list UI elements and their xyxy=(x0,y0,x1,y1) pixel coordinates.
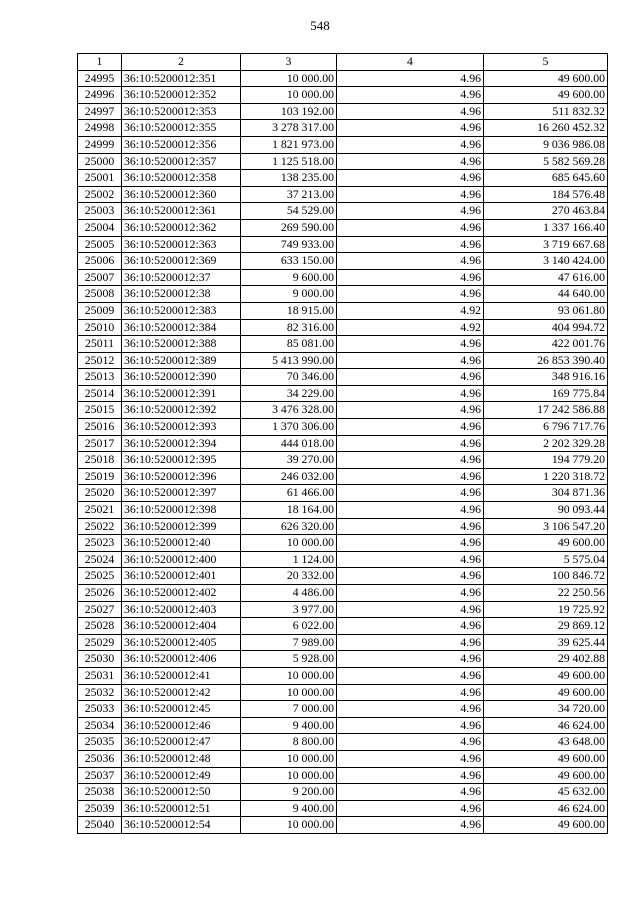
area-cell: 138 235.00 xyxy=(241,170,337,187)
area-cell: 1 125 518.00 xyxy=(241,153,337,170)
row-number-cell: 25032 xyxy=(78,684,122,701)
rate-cell: 4.96 xyxy=(337,667,484,684)
cadastral-number-cell: 36:10:5200012:47 xyxy=(122,734,241,751)
value-cell: 194 779.20 xyxy=(484,452,608,469)
rate-cell: 4.96 xyxy=(337,568,484,585)
rate-cell: 4.96 xyxy=(337,103,484,120)
area-cell: 3 278 317.00 xyxy=(241,120,337,137)
row-number-cell: 25036 xyxy=(78,750,122,767)
table-row xyxy=(78,767,608,784)
area-cell: 3 476 328.00 xyxy=(241,402,337,419)
row-number-cell: 25026 xyxy=(78,585,122,602)
value-cell: 2 202 329.28 xyxy=(484,435,608,452)
value-cell: 169 775.84 xyxy=(484,385,608,402)
rate-cell: 4.96 xyxy=(337,701,484,718)
column-header-5: 5 xyxy=(484,54,608,71)
table-row xyxy=(78,601,608,618)
cadastral-number-cell: 36:10:5200012:352 xyxy=(122,87,241,104)
row-number-cell: 24996 xyxy=(78,87,122,104)
row-number-cell: 25008 xyxy=(78,286,122,303)
area-cell: 20 332.00 xyxy=(241,568,337,585)
cadastral-number-cell: 36:10:5200012:398 xyxy=(122,502,241,519)
value-cell: 49 600.00 xyxy=(484,87,608,104)
table-row xyxy=(78,568,608,585)
rate-cell: 4.96 xyxy=(337,385,484,402)
area-cell: 444 018.00 xyxy=(241,435,337,452)
cadastral-number-cell: 36:10:5200012:406 xyxy=(122,651,241,668)
rate-cell: 4.96 xyxy=(337,452,484,469)
row-number-cell: 25011 xyxy=(78,336,122,353)
value-cell: 49 600.00 xyxy=(484,70,608,87)
value-cell: 184 576.48 xyxy=(484,186,608,203)
rate-cell: 4.96 xyxy=(337,120,484,137)
table-row xyxy=(78,435,608,452)
value-cell: 34 720.00 xyxy=(484,701,608,718)
cadastral-number-cell: 36:10:5200012:358 xyxy=(122,170,241,187)
table-row xyxy=(78,634,608,651)
row-number-cell: 25030 xyxy=(78,651,122,668)
row-number-cell: 25007 xyxy=(78,269,122,286)
rate-cell: 4.96 xyxy=(337,750,484,767)
cadastral-number-cell: 36:10:5200012:396 xyxy=(122,468,241,485)
table-row xyxy=(78,402,608,419)
table-row xyxy=(78,203,608,220)
column-header-3: 3 xyxy=(241,54,337,71)
table-row xyxy=(78,87,608,104)
table-row xyxy=(78,618,608,635)
cadastral-number-cell: 36:10:5200012:363 xyxy=(122,236,241,253)
table-row xyxy=(78,468,608,485)
table-row xyxy=(78,419,608,436)
row-number-cell: 25000 xyxy=(78,153,122,170)
value-cell: 5 582 569.28 xyxy=(484,153,608,170)
value-cell: 93 061.80 xyxy=(484,302,608,319)
table-row xyxy=(78,551,608,568)
row-number-cell: 25022 xyxy=(78,518,122,535)
value-cell: 29 869.12 xyxy=(484,618,608,635)
row-number-cell: 25031 xyxy=(78,667,122,684)
rate-cell: 4.96 xyxy=(337,817,484,834)
rate-cell: 4.96 xyxy=(337,402,484,419)
area-cell: 8 800.00 xyxy=(241,734,337,751)
table-row xyxy=(78,701,608,718)
row-number-cell: 25013 xyxy=(78,369,122,386)
table-row xyxy=(78,518,608,535)
rate-cell: 4.96 xyxy=(337,551,484,568)
area-cell: 103 192.00 xyxy=(241,103,337,120)
table-row xyxy=(78,286,608,303)
area-cell: 37 213.00 xyxy=(241,186,337,203)
header-row xyxy=(78,54,608,71)
value-cell: 6 796 717.76 xyxy=(484,419,608,436)
table-row xyxy=(78,170,608,187)
cadastral-number-cell: 36:10:5200012:390 xyxy=(122,369,241,386)
rate-cell: 4.96 xyxy=(337,170,484,187)
cadastral-number-cell: 36:10:5200012:40 xyxy=(122,535,241,552)
area-cell: 10 000.00 xyxy=(241,70,337,87)
table-row xyxy=(78,136,608,153)
value-cell: 49 600.00 xyxy=(484,817,608,834)
table-row xyxy=(78,369,608,386)
cadastral-number-cell: 36:10:5200012:54 xyxy=(122,817,241,834)
value-cell: 47 616.00 xyxy=(484,269,608,286)
row-number-cell: 25019 xyxy=(78,468,122,485)
table-row xyxy=(78,120,608,137)
cadastral-number-cell: 36:10:5200012:389 xyxy=(122,352,241,369)
cadastral-number-cell: 36:10:5200012:402 xyxy=(122,585,241,602)
row-number-cell: 25033 xyxy=(78,701,122,718)
value-cell: 46 624.00 xyxy=(484,717,608,734)
rate-cell: 4.96 xyxy=(337,203,484,220)
cadastral-number-cell: 36:10:5200012:405 xyxy=(122,634,241,651)
row-number-cell: 25035 xyxy=(78,734,122,751)
table-row xyxy=(78,253,608,270)
row-number-cell: 24995 xyxy=(78,70,122,87)
table-row xyxy=(78,651,608,668)
rate-cell: 4.96 xyxy=(337,352,484,369)
cadastral-number-cell: 36:10:5200012:50 xyxy=(122,784,241,801)
cadastral-number-cell: 36:10:5200012:357 xyxy=(122,153,241,170)
cadastral-number-cell: 36:10:5200012:48 xyxy=(122,750,241,767)
value-cell: 1 220 318.72 xyxy=(484,468,608,485)
rate-cell: 4.96 xyxy=(337,186,484,203)
row-number-cell: 25001 xyxy=(78,170,122,187)
rate-cell: 4.96 xyxy=(337,419,484,436)
rate-cell: 4.96 xyxy=(337,784,484,801)
value-cell: 46 624.00 xyxy=(484,800,608,817)
area-cell: 4 486.00 xyxy=(241,585,337,602)
row-number-cell: 25010 xyxy=(78,319,122,336)
area-cell: 3 977.00 xyxy=(241,601,337,618)
value-cell: 5 575.04 xyxy=(484,551,608,568)
rate-cell: 4.96 xyxy=(337,717,484,734)
cadastral-number-cell: 36:10:5200012:401 xyxy=(122,568,241,585)
table-row xyxy=(78,302,608,319)
value-cell: 49 600.00 xyxy=(484,767,608,784)
area-cell: 61 466.00 xyxy=(241,485,337,502)
value-cell: 22 250.56 xyxy=(484,585,608,602)
area-cell: 54 529.00 xyxy=(241,203,337,220)
rate-cell: 4.96 xyxy=(337,767,484,784)
area-cell: 749 933.00 xyxy=(241,236,337,253)
cadastral-number-cell: 36:10:5200012:355 xyxy=(122,120,241,137)
row-number-cell: 25034 xyxy=(78,717,122,734)
value-cell: 348 916.16 xyxy=(484,369,608,386)
cadastral-number-cell: 36:10:5200012:41 xyxy=(122,667,241,684)
cadastral-number-cell: 36:10:5200012:397 xyxy=(122,485,241,502)
rate-cell: 4.96 xyxy=(337,468,484,485)
value-cell: 49 600.00 xyxy=(484,535,608,552)
table-row xyxy=(78,70,608,87)
row-number-cell: 25020 xyxy=(78,485,122,502)
rate-cell: 4.96 xyxy=(337,502,484,519)
table-row xyxy=(78,502,608,519)
cadastral-number-cell: 36:10:5200012:395 xyxy=(122,452,241,469)
value-cell: 685 645.60 xyxy=(484,170,608,187)
value-cell: 19 725.92 xyxy=(484,601,608,618)
table-row xyxy=(78,750,608,767)
area-cell: 1 370 306.00 xyxy=(241,419,337,436)
area-cell: 269 590.00 xyxy=(241,219,337,236)
area-cell: 10 000.00 xyxy=(241,87,337,104)
area-cell: 7 000.00 xyxy=(241,701,337,718)
row-number-cell: 25016 xyxy=(78,419,122,436)
row-number-cell: 25003 xyxy=(78,203,122,220)
rate-cell: 4.96 xyxy=(337,70,484,87)
table-row xyxy=(78,236,608,253)
cadastral-number-cell: 36:10:5200012:49 xyxy=(122,767,241,784)
area-cell: 10 000.00 xyxy=(241,767,337,784)
cadastral-number-cell: 36:10:5200012:392 xyxy=(122,402,241,419)
cadastral-number-cell: 36:10:5200012:369 xyxy=(122,253,241,270)
area-cell: 9 400.00 xyxy=(241,800,337,817)
value-cell: 16 260 452.32 xyxy=(484,120,608,137)
table-row xyxy=(78,817,608,834)
cadastral-number-cell: 36:10:5200012:356 xyxy=(122,136,241,153)
value-cell: 49 600.00 xyxy=(484,667,608,684)
table-row xyxy=(78,800,608,817)
rate-cell: 4.96 xyxy=(337,369,484,386)
rate-cell: 4.96 xyxy=(337,435,484,452)
row-number-cell: 25015 xyxy=(78,402,122,419)
area-cell: 246 032.00 xyxy=(241,468,337,485)
table-row xyxy=(78,352,608,369)
table-row xyxy=(78,585,608,602)
value-cell: 29 402.88 xyxy=(484,651,608,668)
column-header-4: 4 xyxy=(337,54,484,71)
row-number-cell: 25017 xyxy=(78,435,122,452)
area-cell: 82 316.00 xyxy=(241,319,337,336)
cadastral-number-cell: 36:10:5200012:362 xyxy=(122,219,241,236)
row-number-cell: 25029 xyxy=(78,634,122,651)
cadastral-table xyxy=(77,53,608,834)
cadastral-number-cell: 36:10:5200012:351 xyxy=(122,70,241,87)
value-cell: 39 625.44 xyxy=(484,634,608,651)
cadastral-number-cell: 36:10:5200012:400 xyxy=(122,551,241,568)
cadastral-number-cell: 36:10:5200012:38 xyxy=(122,286,241,303)
row-number-cell: 25005 xyxy=(78,236,122,253)
cadastral-number-cell: 36:10:5200012:361 xyxy=(122,203,241,220)
cadastral-number-cell: 36:10:5200012:393 xyxy=(122,419,241,436)
cadastral-number-cell: 36:10:5200012:37 xyxy=(122,269,241,286)
value-cell: 17 242 586.88 xyxy=(484,402,608,419)
value-cell: 304 871.36 xyxy=(484,485,608,502)
row-number-cell: 25028 xyxy=(78,618,122,635)
value-cell: 26 853 390.40 xyxy=(484,352,608,369)
row-number-cell: 24999 xyxy=(78,136,122,153)
rate-cell: 4.96 xyxy=(337,800,484,817)
area-cell: 9 000.00 xyxy=(241,286,337,303)
rate-cell: 4.96 xyxy=(337,286,484,303)
value-cell: 3 106 547.20 xyxy=(484,518,608,535)
rate-cell: 4.92 xyxy=(337,319,484,336)
table-row xyxy=(78,153,608,170)
rate-cell: 4.96 xyxy=(337,269,484,286)
rate-cell: 4.96 xyxy=(337,651,484,668)
cadastral-number-cell: 36:10:5200012:404 xyxy=(122,618,241,635)
value-cell: 270 463.84 xyxy=(484,203,608,220)
column-header-1: 1 xyxy=(78,54,122,71)
table-row xyxy=(78,667,608,684)
row-number-cell: 25025 xyxy=(78,568,122,585)
row-number-cell: 25038 xyxy=(78,784,122,801)
table-row xyxy=(78,485,608,502)
table-row xyxy=(78,717,608,734)
table-row xyxy=(78,535,608,552)
table-row xyxy=(78,269,608,286)
row-number-cell: 25014 xyxy=(78,385,122,402)
area-cell: 10 000.00 xyxy=(241,817,337,834)
area-cell: 85 081.00 xyxy=(241,336,337,353)
cadastral-number-cell: 36:10:5200012:42 xyxy=(122,684,241,701)
rate-cell: 4.96 xyxy=(337,336,484,353)
table-row xyxy=(78,186,608,203)
table-row xyxy=(78,452,608,469)
value-cell: 3 719 667.68 xyxy=(484,236,608,253)
rate-cell: 4.96 xyxy=(337,518,484,535)
area-cell: 1 821 973.00 xyxy=(241,136,337,153)
table-row xyxy=(78,385,608,402)
row-number-cell: 24997 xyxy=(78,103,122,120)
rate-cell: 4.96 xyxy=(337,236,484,253)
area-cell: 1 124.00 xyxy=(241,551,337,568)
cadastral-number-cell: 36:10:5200012:353 xyxy=(122,103,241,120)
row-number-cell: 25018 xyxy=(78,452,122,469)
value-cell: 49 600.00 xyxy=(484,684,608,701)
rate-cell: 4.96 xyxy=(337,253,484,270)
value-cell: 49 600.00 xyxy=(484,750,608,767)
cadastral-number-cell: 36:10:5200012:399 xyxy=(122,518,241,535)
value-cell: 45 632.00 xyxy=(484,784,608,801)
table-header xyxy=(78,54,608,71)
cadastral-number-cell: 36:10:5200012:403 xyxy=(122,601,241,618)
row-number-cell: 25006 xyxy=(78,253,122,270)
area-cell: 18 164.00 xyxy=(241,502,337,519)
rate-cell: 4.96 xyxy=(337,535,484,552)
area-cell: 626 320.00 xyxy=(241,518,337,535)
row-number-cell: 25012 xyxy=(78,352,122,369)
cadastral-number-cell: 36:10:5200012:388 xyxy=(122,336,241,353)
rate-cell: 4.96 xyxy=(337,684,484,701)
area-cell: 10 000.00 xyxy=(241,535,337,552)
table-row xyxy=(78,336,608,353)
area-cell: 34 229.00 xyxy=(241,385,337,402)
value-cell: 44 640.00 xyxy=(484,286,608,303)
rate-cell: 4.96 xyxy=(337,734,484,751)
cadastral-number-cell: 36:10:5200012:360 xyxy=(122,186,241,203)
rate-cell: 4.96 xyxy=(337,153,484,170)
row-number-cell: 25024 xyxy=(78,551,122,568)
rate-cell: 4.96 xyxy=(337,634,484,651)
value-cell: 3 140 424.00 xyxy=(484,253,608,270)
area-cell: 10 000.00 xyxy=(241,667,337,684)
rate-cell: 4.92 xyxy=(337,302,484,319)
rate-cell: 4.96 xyxy=(337,87,484,104)
table-row xyxy=(78,103,608,120)
row-number-cell: 25027 xyxy=(78,601,122,618)
area-cell: 9 600.00 xyxy=(241,269,337,286)
area-cell: 70 346.00 xyxy=(241,369,337,386)
area-cell: 6 022.00 xyxy=(241,618,337,635)
area-cell: 18 915.00 xyxy=(241,302,337,319)
value-cell: 100 846.72 xyxy=(484,568,608,585)
cadastral-number-cell: 36:10:5200012:391 xyxy=(122,385,241,402)
area-cell: 10 000.00 xyxy=(241,684,337,701)
cadastral-number-cell: 36:10:5200012:51 xyxy=(122,800,241,817)
area-cell: 5 413 990.00 xyxy=(241,352,337,369)
page-number: 548 xyxy=(310,18,330,33)
value-cell: 404 994.72 xyxy=(484,319,608,336)
row-number-cell: 25037 xyxy=(78,767,122,784)
rate-cell: 4.96 xyxy=(337,219,484,236)
table-row xyxy=(78,734,608,751)
row-number-cell: 25039 xyxy=(78,800,122,817)
area-cell: 7 989.00 xyxy=(241,634,337,651)
rate-cell: 4.96 xyxy=(337,585,484,602)
area-cell: 9 400.00 xyxy=(241,717,337,734)
table-row xyxy=(78,784,608,801)
cadastral-number-cell: 36:10:5200012:383 xyxy=(122,302,241,319)
table-row xyxy=(78,319,608,336)
cadastral-number-cell: 36:10:5200012:394 xyxy=(122,435,241,452)
value-cell: 90 093.44 xyxy=(484,502,608,519)
row-number-cell: 25004 xyxy=(78,219,122,236)
value-cell: 1 337 166.40 xyxy=(484,219,608,236)
area-cell: 633 150.00 xyxy=(241,253,337,270)
value-cell: 43 648.00 xyxy=(484,734,608,751)
area-cell: 10 000.00 xyxy=(241,750,337,767)
area-cell: 9 200.00 xyxy=(241,784,337,801)
cadastral-number-cell: 36:10:5200012:46 xyxy=(122,717,241,734)
area-cell: 39 270.00 xyxy=(241,452,337,469)
rate-cell: 4.96 xyxy=(337,485,484,502)
row-number-cell: 25040 xyxy=(78,817,122,834)
rate-cell: 4.96 xyxy=(337,136,484,153)
row-number-cell: 25002 xyxy=(78,186,122,203)
row-number-cell: 25021 xyxy=(78,502,122,519)
row-number-cell: 25009 xyxy=(78,302,122,319)
table-body xyxy=(78,70,608,833)
value-cell: 422 001.76 xyxy=(484,336,608,353)
column-header-2: 2 xyxy=(122,54,241,71)
area-cell: 5 928.00 xyxy=(241,651,337,668)
row-number-cell: 25023 xyxy=(78,535,122,552)
row-number-cell: 24998 xyxy=(78,120,122,137)
cadastral-number-cell: 36:10:5200012:384 xyxy=(122,319,241,336)
rate-cell: 4.96 xyxy=(337,601,484,618)
rate-cell: 4.96 xyxy=(337,618,484,635)
table-row xyxy=(78,684,608,701)
value-cell: 9 036 986.08 xyxy=(484,136,608,153)
table-row xyxy=(78,219,608,236)
cadastral-number-cell: 36:10:5200012:45 xyxy=(122,701,241,718)
value-cell: 511 832.32 xyxy=(484,103,608,120)
